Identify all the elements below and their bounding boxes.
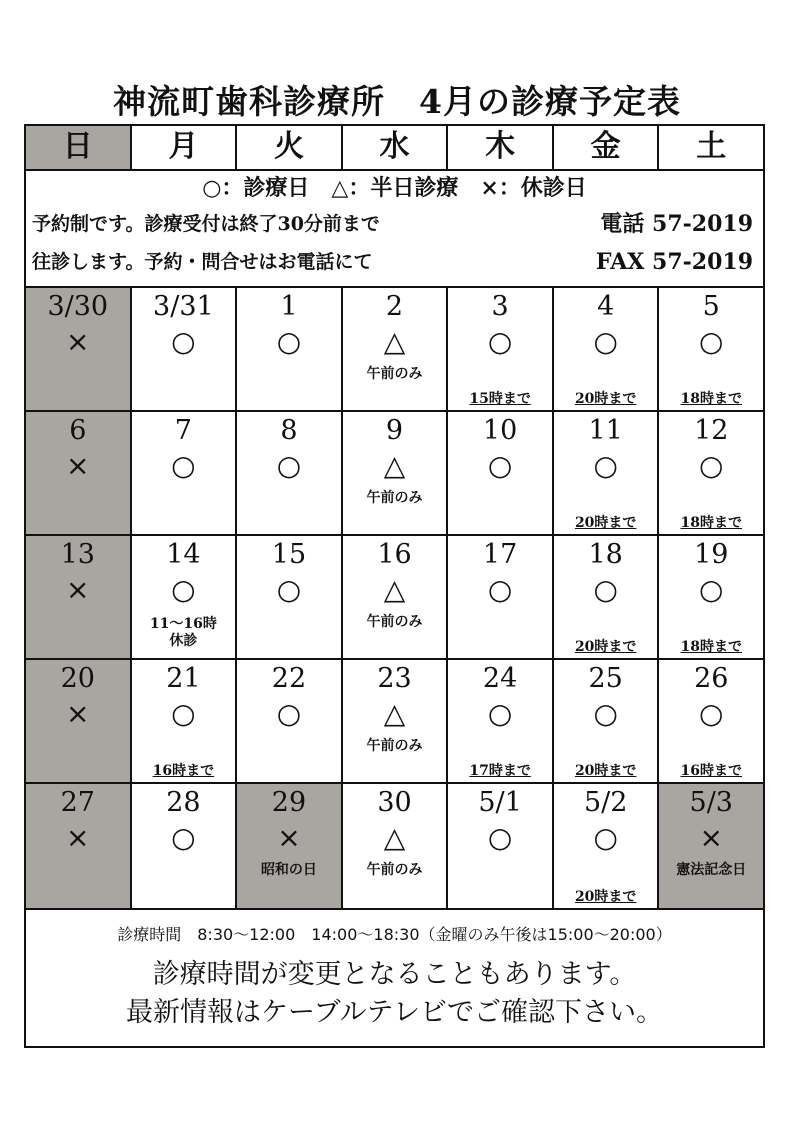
notice-cable-tv: 最新情報はケーブルテレビでご確認下さい。 (125, 997, 664, 1028)
day-number: 1 (280, 291, 298, 322)
day-note: 憲法記念日 (676, 862, 747, 878)
status-mark: ○ (171, 573, 196, 606)
status-mark: ○ (593, 573, 618, 606)
day-number: 9 (385, 415, 404, 446)
status-mark: ○ (699, 573, 724, 606)
closing-time-note: 18時まで (680, 639, 742, 655)
status-mark: ○ (171, 325, 196, 358)
calendar-week-row (26, 536, 763, 660)
closing-time-note: 17時まで (469, 763, 531, 779)
day-number: 28 (166, 787, 201, 818)
calendar-day-cell (26, 288, 132, 410)
calendar-day-cell (554, 784, 660, 908)
calendar-day-cell (343, 784, 449, 908)
calendar-day-cell (659, 536, 763, 658)
day-number: 21 (166, 663, 201, 694)
weekday-friday: 金 (554, 126, 660, 169)
status-mark: ○ (487, 697, 513, 730)
closing-time-note: 20時まで (574, 763, 637, 779)
day-number: 3/31 (153, 291, 214, 322)
status-mark: ○ (593, 697, 618, 730)
calendar-day-cell (554, 536, 660, 658)
day-note: 午前のみ (366, 490, 423, 506)
status-mark: × (66, 573, 90, 606)
calendar-day-cell (132, 288, 238, 410)
status-mark: ○ (487, 449, 513, 482)
clinic-hours: 診療時間 8:30～12:00 14:00～18:30（金曜のみ午後は15:00～20:00） (117, 925, 672, 944)
day-number: 14 (166, 539, 201, 570)
day-number: 17 (482, 539, 518, 570)
status-mark: ○ (276, 697, 302, 730)
weekday-sunday: 日 (26, 126, 132, 169)
day-number: 15 (271, 539, 307, 570)
day-number: 22 (271, 663, 307, 694)
closing-time-note: 16時まで (680, 763, 742, 779)
calendar-day-cell (659, 784, 763, 908)
calendar-day-cell (343, 536, 449, 658)
calendar-day-cell (554, 412, 660, 534)
day-number: 5/3 (689, 787, 733, 818)
calendar-day-cell (448, 660, 554, 782)
notice-change: 診療時間が変更となることもあります。 (152, 959, 637, 990)
status-mark: × (66, 821, 90, 854)
status-mark: ○ (171, 449, 196, 482)
status-mark: ○ (699, 325, 724, 358)
info-panel (26, 169, 763, 288)
closed-hours-note-line: 休診 (169, 633, 198, 649)
status-mark: × (277, 821, 301, 854)
day-note: 午前のみ (366, 366, 423, 382)
calendar-day-cell (659, 660, 763, 782)
status-mark: △ (383, 697, 406, 730)
phone-number: 電話 57-2019 (600, 211, 753, 237)
status-mark: × (66, 449, 90, 482)
status-mark: ○ (276, 573, 302, 606)
calendar-day-cell (132, 784, 238, 908)
status-mark: ○ (487, 573, 513, 606)
status-mark: ○ (699, 449, 724, 482)
closing-time-note: 20時まで (574, 639, 637, 655)
day-number: 5 (702, 291, 720, 322)
day-number: 18 (588, 539, 623, 570)
weekday-header-row (26, 126, 763, 171)
calendar-day-cell (237, 536, 343, 658)
day-number: 8 (280, 415, 298, 446)
fax-number: FAX 57-2019 (595, 249, 753, 275)
calendar-day-cell (448, 784, 554, 908)
day-number: 23 (377, 663, 412, 694)
calendar-day-cell (132, 412, 238, 534)
calendar-week-row (26, 660, 763, 784)
calendar-day-cell (132, 536, 238, 658)
calendar-grid (26, 288, 763, 912)
day-number: 5/2 (583, 787, 628, 818)
closing-time-note: 16時まで (152, 763, 215, 779)
page-title: 神流町歯科診療所 4月の診療予定表 (113, 82, 681, 121)
closing-time-note: 18時まで (680, 515, 742, 531)
status-mark: ○ (593, 325, 618, 358)
closing-time-note: 20時まで (574, 515, 637, 531)
calendar-day-cell (554, 660, 660, 782)
calendar-day-cell (554, 288, 660, 410)
calendar-day-cell (659, 412, 763, 534)
calendar-day-cell (659, 288, 763, 410)
day-number: 13 (60, 539, 95, 570)
calendar-day-cell (132, 660, 238, 782)
calendar-day-cell (448, 412, 554, 534)
status-mark: × (66, 697, 90, 730)
status-mark: ○ (171, 821, 196, 854)
closing-time-note: 15時まで (469, 391, 531, 407)
status-mark: ○ (171, 697, 196, 730)
calendar-day-cell (343, 412, 449, 534)
day-number: 3 (491, 291, 509, 322)
status-mark: ○ (276, 325, 302, 358)
status-mark: ○ (593, 449, 618, 482)
day-number: 20 (60, 663, 95, 694)
calendar-week-row (26, 288, 763, 412)
calendar-day-cell (237, 412, 343, 534)
day-note: 午前のみ (366, 614, 423, 630)
day-number: 6 (69, 415, 87, 446)
status-mark: △ (383, 449, 406, 482)
day-number: 10 (482, 415, 518, 446)
day-number: 2 (385, 291, 404, 322)
closing-time-note: 18時まで (680, 391, 742, 407)
status-mark: △ (383, 325, 406, 358)
closing-time-note: 20時まで (574, 889, 637, 905)
status-mark: ○ (487, 821, 513, 854)
status-mark: △ (383, 821, 406, 854)
day-number: 26 (694, 663, 729, 694)
day-number: 27 (60, 787, 95, 818)
closed-hours-note-line: 11～16時 (149, 616, 217, 632)
calendar-day-cell (448, 536, 554, 658)
day-number: 25 (588, 663, 623, 694)
day-number: 19 (694, 539, 729, 570)
status-mark: ○ (593, 821, 618, 854)
house-call-note: 往診します。予約・問合せはお電話にて (32, 251, 373, 273)
calendar-day-cell (26, 536, 132, 658)
calendar-day-cell (237, 660, 343, 782)
day-number: 7 (174, 415, 192, 446)
calendar-week-row (26, 784, 763, 910)
closing-time-note: 20時まで (574, 391, 637, 407)
status-mark: ○ (699, 697, 724, 730)
closed-hours-note (132, 616, 236, 650)
calendar-day-cell (237, 288, 343, 410)
schedule-table (24, 124, 765, 1048)
day-number: 30 (377, 787, 412, 818)
weekday-thursday: 木 (448, 126, 554, 169)
footer (26, 912, 763, 1046)
day-number: 12 (694, 415, 729, 446)
day-number: 16 (377, 539, 412, 570)
status-mark: △ (383, 573, 406, 606)
calendar-day-cell (237, 784, 343, 908)
day-number: 29 (271, 787, 307, 818)
calendar-week-row (26, 412, 763, 536)
weekday-wednesday: 水 (343, 126, 449, 169)
legend: ○：診療日 △：半日診療 ×：休診日 (202, 175, 587, 201)
day-number: 5/1 (478, 787, 522, 818)
day-number: 11 (588, 415, 623, 446)
weekday-tuesday: 火 (237, 126, 343, 169)
day-number: 24 (482, 663, 518, 694)
calendar-day-cell (448, 288, 554, 410)
day-note: 昭和の日 (260, 862, 317, 878)
weekday-monday: 月 (132, 126, 238, 169)
calendar-day-cell (26, 784, 132, 908)
day-number: 4 (597, 291, 615, 322)
calendar-day-cell (343, 288, 449, 410)
calendar-day-cell (26, 412, 132, 534)
calendar-day-cell (343, 660, 449, 782)
day-note: 午前のみ (366, 738, 423, 754)
reservation-note: 予約制です。診療受付は終了30分前まで (32, 213, 380, 235)
status-mark: ○ (276, 449, 302, 482)
status-mark: × (699, 821, 723, 854)
status-mark: ○ (487, 325, 513, 358)
day-number: 3/30 (47, 291, 109, 322)
weekday-saturday: 土 (696, 129, 727, 164)
calendar-day-cell (26, 660, 132, 782)
status-mark: × (66, 325, 90, 358)
day-note: 午前のみ (366, 862, 423, 878)
